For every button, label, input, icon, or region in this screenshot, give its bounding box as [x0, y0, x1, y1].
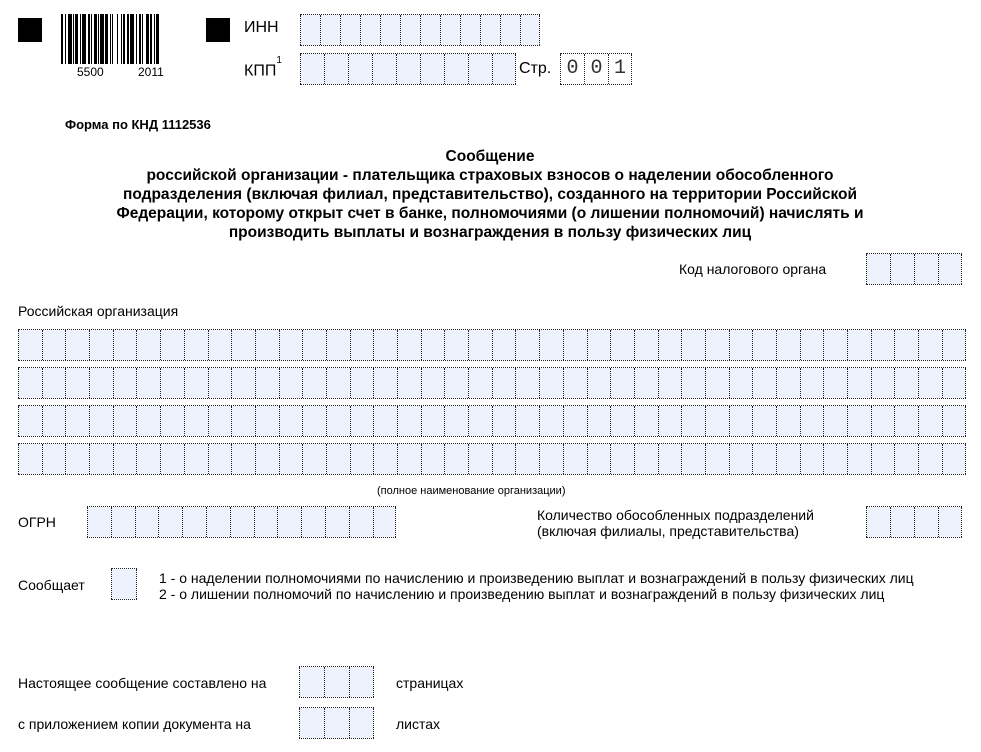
attachment-suffix: листах	[396, 716, 441, 732]
comb-cell[interactable]	[299, 708, 324, 738]
comb-cell[interactable]	[301, 507, 325, 537]
comb-cell[interactable]	[302, 368, 326, 398]
comb-cell[interactable]	[752, 330, 776, 360]
comb-cell[interactable]	[320, 15, 340, 45]
comb-cell[interactable]	[847, 444, 871, 474]
kpp-footnote-mark: 1	[276, 55, 282, 66]
comb-cell[interactable]	[206, 507, 230, 537]
comb-cell[interactable]	[942, 406, 966, 436]
comb-cell[interactable]	[421, 368, 445, 398]
comb-cell[interactable]	[515, 406, 539, 436]
comb-cell[interactable]	[776, 406, 800, 436]
comb-cell[interactable]	[113, 406, 137, 436]
comb-cell[interactable]	[492, 406, 516, 436]
comb-cell[interactable]	[397, 368, 421, 398]
comb-cell[interactable]	[135, 507, 159, 537]
comb-cell[interactable]	[326, 368, 350, 398]
comb-cell[interactable]	[752, 406, 776, 436]
comb-cell[interactable]	[299, 667, 324, 697]
comb-cell[interactable]	[380, 15, 400, 45]
comb-cell[interactable]	[440, 15, 460, 45]
tax-authority-label: Код налогового органа	[679, 261, 827, 277]
comb-cell[interactable]	[420, 54, 444, 84]
comb-cell[interactable]	[279, 406, 303, 436]
comb-cell[interactable]	[492, 330, 516, 360]
comb-cell[interactable]	[300, 15, 320, 45]
title-line-2: российской организации - плательщика страховых взносов о наделении обособленного	[146, 167, 834, 184]
comb-cell[interactable]	[539, 406, 563, 436]
comb-cell[interactable]	[349, 708, 374, 738]
comb-cell[interactable]	[326, 406, 350, 436]
comb-cell[interactable]	[373, 507, 397, 537]
comb-cell[interactable]	[776, 368, 800, 398]
comb-cell[interactable]	[184, 330, 208, 360]
comb-cell[interactable]	[729, 444, 753, 474]
comb-cell[interactable]	[208, 444, 232, 474]
title-line-4: Федерации, которому открыт счет в банке, полномочиями (о лишении полномочий) начислять и	[116, 205, 864, 222]
comb-cell[interactable]	[160, 444, 184, 474]
comb-cell[interactable]	[539, 330, 563, 360]
comb-cell[interactable]	[460, 15, 480, 45]
ogrn-field[interactable]	[87, 506, 396, 538]
comb-cell[interactable]	[255, 368, 279, 398]
comb-cell[interactable]	[279, 368, 303, 398]
comb-cell[interactable]	[634, 330, 658, 360]
comb-cell[interactable]	[400, 15, 420, 45]
comb-cell[interactable]	[208, 368, 232, 398]
pages-label: Настоящее сообщение составлено на	[18, 675, 267, 691]
comb-cell[interactable]	[942, 368, 966, 398]
comb-cell[interactable]	[681, 444, 705, 474]
comb-cell[interactable]	[942, 330, 966, 360]
comb-cell[interactable]	[894, 444, 918, 474]
comb-cell[interactable]	[918, 406, 942, 436]
comb-cell[interactable]	[348, 54, 372, 84]
comb-cell[interactable]	[65, 444, 89, 474]
comb-cell[interactable]	[373, 406, 397, 436]
comb-cell[interactable]	[658, 330, 682, 360]
comb-cell[interactable]	[396, 54, 420, 84]
comb-cell[interactable]	[520, 15, 540, 45]
comb-cell[interactable]	[800, 330, 824, 360]
comb-cell[interactable]	[705, 406, 729, 436]
comb-cell[interactable]	[300, 54, 324, 84]
comb-cell[interactable]	[894, 368, 918, 398]
comb-cell[interactable]	[587, 368, 611, 398]
comb-cell[interactable]	[823, 330, 847, 360]
comb-cell[interactable]	[254, 507, 278, 537]
kpp-field[interactable]	[300, 53, 516, 85]
comb-cell[interactable]	[444, 330, 468, 360]
comb-cell[interactable]	[326, 444, 350, 474]
comb-cell[interactable]	[397, 330, 421, 360]
comb-cell[interactable]	[563, 368, 587, 398]
comb-cell[interactable]	[800, 406, 824, 436]
comb-cell[interactable]	[752, 444, 776, 474]
comb-cell[interactable]	[350, 406, 374, 436]
comb-cell[interactable]	[634, 406, 658, 436]
title-line-3: подразделения (включая филиал, представительство), созданного на территории Российской	[123, 186, 857, 203]
comb-cell[interactable]	[610, 330, 634, 360]
comb-cell[interactable]	[160, 406, 184, 436]
comb-cell[interactable]	[847, 406, 871, 436]
pages-count-field[interactable]	[299, 666, 374, 698]
comb-cell[interactable]	[302, 406, 326, 436]
comb-cell[interactable]	[230, 507, 254, 537]
comb-cell[interactable]	[823, 406, 847, 436]
reports-option-1: 1 - о наделении полномочиями по начислению и произведению выплат и вознаграждений в пользу физических лиц	[159, 570, 914, 586]
comb-cell[interactable]	[515, 444, 539, 474]
subdivisions-label-line-1: Количество обособленных подразделений	[537, 507, 814, 523]
comb-cell[interactable]	[340, 15, 360, 45]
registration-mark-left	[18, 18, 42, 42]
comb-cell[interactable]	[776, 444, 800, 474]
comb-cell[interactable]	[563, 330, 587, 360]
comb-cell[interactable]	[277, 507, 301, 537]
comb-cell[interactable]	[350, 330, 374, 360]
comb-cell[interactable]	[729, 330, 753, 360]
comb-cell[interactable]	[681, 330, 705, 360]
comb-cell[interactable]	[823, 444, 847, 474]
comb-cell[interactable]	[681, 406, 705, 436]
comb-cell[interactable]	[18, 406, 42, 436]
comb-cell[interactable]	[914, 507, 938, 537]
comb-cell[interactable]	[349, 507, 373, 537]
comb-cell[interactable]	[634, 368, 658, 398]
comb-cell[interactable]	[65, 406, 89, 436]
comb-cell[interactable]: 0	[560, 54, 584, 84]
comb-cell[interactable]	[539, 444, 563, 474]
comb-cell[interactable]	[942, 444, 966, 474]
comb-cell[interactable]	[136, 444, 160, 474]
comb-cell[interactable]	[42, 368, 66, 398]
comb-cell[interactable]	[420, 15, 440, 45]
comb-cell[interactable]	[705, 444, 729, 474]
comb-cell[interactable]	[373, 330, 397, 360]
comb-cell[interactable]	[324, 708, 349, 738]
comb-cell[interactable]	[492, 54, 516, 84]
comb-cell[interactable]	[160, 368, 184, 398]
comb-cell[interactable]	[444, 368, 468, 398]
comb-cell[interactable]	[111, 569, 137, 599]
organization-name-row-2[interactable]	[18, 367, 966, 399]
comb-cell[interactable]	[208, 406, 232, 436]
comb-cell[interactable]	[111, 507, 135, 537]
comb-cell[interactable]	[871, 444, 895, 474]
attachment-sheets-field[interactable]	[299, 707, 374, 739]
comb-cell[interactable]	[468, 54, 492, 84]
kpp-label-text: КПП	[244, 62, 277, 80]
comb-cell[interactable]	[113, 444, 137, 474]
comb-cell[interactable]	[752, 368, 776, 398]
comb-cell[interactable]	[871, 330, 895, 360]
comb-cell[interactable]	[800, 368, 824, 398]
comb-cell[interactable]	[847, 330, 871, 360]
comb-cell[interactable]	[208, 330, 232, 360]
comb-cell[interactable]	[823, 368, 847, 398]
comb-cell[interactable]	[918, 368, 942, 398]
comb-cell[interactable]: 1	[608, 54, 632, 84]
comb-cell[interactable]	[729, 406, 753, 436]
comb-cell[interactable]	[421, 330, 445, 360]
comb-cell[interactable]	[324, 54, 348, 84]
comb-cell[interactable]	[184, 444, 208, 474]
comb-cell[interactable]	[729, 368, 753, 398]
comb-cell[interactable]	[397, 444, 421, 474]
comb-cell[interactable]	[324, 667, 349, 697]
comb-cell[interactable]	[65, 368, 89, 398]
comb-cell[interactable]	[18, 444, 42, 474]
comb-cell[interactable]	[18, 368, 42, 398]
inn-label: ИНН	[244, 19, 279, 36]
form-title	[40, 147, 940, 242]
subdivisions-count-field[interactable]	[866, 506, 962, 538]
comb-cell[interactable]	[231, 406, 255, 436]
comb-cell[interactable]	[444, 54, 468, 84]
registration-mark-right	[206, 18, 230, 42]
comb-cell[interactable]	[658, 368, 682, 398]
comb-cell[interactable]	[42, 330, 66, 360]
comb-cell[interactable]	[610, 368, 634, 398]
reports-label: Сообщает	[18, 577, 85, 593]
barcode-number-right: 2011	[138, 65, 164, 79]
comb-cell[interactable]	[302, 330, 326, 360]
comb-cell[interactable]	[372, 54, 396, 84]
comb-cell[interactable]	[871, 368, 895, 398]
comb-cell[interactable]	[894, 406, 918, 436]
comb-cell[interactable]	[515, 330, 539, 360]
comb-cell[interactable]	[890, 507, 914, 537]
comb-cell[interactable]	[705, 330, 729, 360]
comb-cell[interactable]	[18, 330, 42, 360]
reports-code-field[interactable]	[111, 568, 137, 600]
comb-cell[interactable]	[326, 330, 350, 360]
comb-cell[interactable]	[89, 368, 113, 398]
comb-cell[interactable]: 0	[584, 54, 608, 84]
comb-cell[interactable]	[182, 507, 206, 537]
comb-cell[interactable]	[231, 368, 255, 398]
comb-cell[interactable]	[634, 444, 658, 474]
comb-cell[interactable]	[160, 330, 184, 360]
comb-cell[interactable]	[515, 368, 539, 398]
tax-authority-code-field[interactable]	[866, 253, 962, 285]
attachment-label: с приложением копии документа на	[18, 716, 251, 732]
comb-cell[interactable]	[938, 254, 962, 284]
comb-cell[interactable]	[421, 444, 445, 474]
comb-cell[interactable]	[158, 507, 182, 537]
comb-cell[interactable]	[136, 330, 160, 360]
comb-cell[interactable]	[349, 667, 374, 697]
form-code: Форма по КНД 1112536	[65, 117, 211, 132]
comb-cell[interactable]	[89, 406, 113, 436]
comb-cell[interactable]	[894, 330, 918, 360]
comb-cell[interactable]	[113, 330, 137, 360]
comb-cell[interactable]	[42, 406, 66, 436]
pages-suffix: страницах	[396, 675, 464, 691]
comb-cell[interactable]	[279, 444, 303, 474]
page-number-field[interactable]	[560, 53, 632, 85]
comb-cell[interactable]	[587, 444, 611, 474]
comb-cell[interactable]	[492, 444, 516, 474]
comb-cell[interactable]	[350, 444, 374, 474]
comb-cell[interactable]	[866, 254, 890, 284]
comb-cell[interactable]	[468, 444, 492, 474]
comb-cell[interactable]	[914, 254, 938, 284]
comb-cell[interactable]	[480, 15, 500, 45]
kpp-label	[244, 55, 282, 80]
comb-cell[interactable]	[373, 444, 397, 474]
comb-cell[interactable]	[231, 330, 255, 360]
comb-cell[interactable]	[681, 368, 705, 398]
comb-cell[interactable]	[890, 254, 914, 284]
comb-cell[interactable]	[468, 330, 492, 360]
comb-cell[interactable]	[658, 406, 682, 436]
comb-cell[interactable]	[397, 406, 421, 436]
organization-name-row-3[interactable]	[18, 405, 966, 437]
comb-cell[interactable]	[587, 330, 611, 360]
comb-cell[interactable]	[255, 406, 279, 436]
subdivisions-label-line-2: (включая филиалы, представительства)	[537, 523, 799, 539]
inn-field[interactable]	[300, 14, 540, 46]
comb-cell[interactable]	[87, 507, 111, 537]
comb-cell[interactable]	[539, 368, 563, 398]
comb-cell[interactable]	[563, 406, 587, 436]
organization-label: Российская организация	[18, 303, 179, 319]
comb-cell[interactable]	[325, 507, 349, 537]
title-line-1: Сообщение	[445, 148, 535, 165]
comb-cell[interactable]	[918, 330, 942, 360]
comb-cell[interactable]	[184, 406, 208, 436]
comb-cell[interactable]	[866, 507, 890, 537]
comb-cell[interactable]	[350, 368, 374, 398]
comb-cell[interactable]	[65, 330, 89, 360]
comb-cell[interactable]	[918, 444, 942, 474]
comb-cell[interactable]	[847, 368, 871, 398]
comb-cell[interactable]	[938, 507, 962, 537]
comb-cell[interactable]	[42, 444, 66, 474]
comb-cell[interactable]	[373, 368, 397, 398]
comb-cell[interactable]	[610, 406, 634, 436]
comb-cell[interactable]	[255, 444, 279, 474]
barcode-number-left: 5500	[77, 65, 104, 79]
comb-cell[interactable]	[468, 406, 492, 436]
comb-cell[interactable]	[136, 406, 160, 436]
comb-cell[interactable]	[184, 368, 208, 398]
comb-cell[interactable]	[500, 15, 520, 45]
comb-cell[interactable]	[421, 406, 445, 436]
reports-option-2: 2 - о лишении полномочий по начислению и произведению выплат и вознаграждений в пользу физических лиц	[159, 586, 885, 602]
comb-cell[interactable]	[468, 368, 492, 398]
comb-cell[interactable]	[113, 368, 137, 398]
comb-cell[interactable]	[658, 444, 682, 474]
comb-cell[interactable]	[444, 444, 468, 474]
comb-cell[interactable]	[444, 406, 468, 436]
title-line-5: производить выплаты и вознаграждения в пользу физических лиц	[228, 224, 752, 241]
barcode-bar	[159, 14, 161, 64]
comb-cell[interactable]	[563, 444, 587, 474]
organization-name-caption: (полное наименование организации)	[377, 485, 566, 497]
comb-cell[interactable]	[89, 444, 113, 474]
organization-name-row-1[interactable]	[18, 329, 966, 361]
comb-cell[interactable]	[705, 368, 729, 398]
comb-cell[interactable]	[302, 444, 326, 474]
comb-cell[interactable]	[800, 444, 824, 474]
comb-cell[interactable]	[360, 15, 380, 45]
comb-cell[interactable]	[231, 444, 255, 474]
comb-cell[interactable]	[871, 406, 895, 436]
comb-cell[interactable]	[279, 330, 303, 360]
comb-cell[interactable]	[587, 406, 611, 436]
comb-cell[interactable]	[89, 330, 113, 360]
comb-cell[interactable]	[136, 368, 160, 398]
organization-name-row-4[interactable]	[18, 443, 966, 475]
ogrn-label: ОГРН	[18, 514, 56, 530]
comb-cell[interactable]	[610, 444, 634, 474]
barcode	[61, 14, 189, 64]
comb-cell[interactable]	[255, 330, 279, 360]
comb-cell[interactable]	[492, 368, 516, 398]
page-label: Стр.	[519, 60, 552, 77]
comb-cell[interactable]	[776, 330, 800, 360]
